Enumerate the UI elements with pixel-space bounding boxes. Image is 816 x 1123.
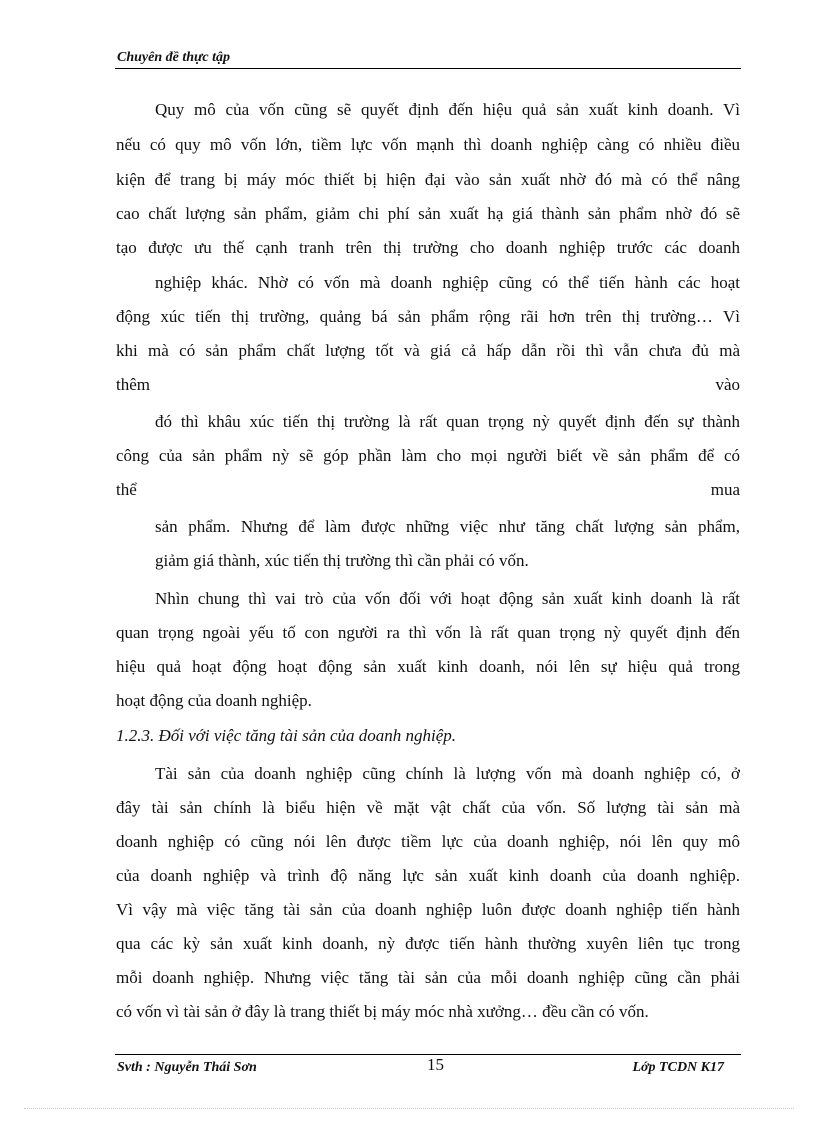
text-line: nghiệp khác. Nhờ có vốn mà doanh nghiệp cũng có thể tiến hành các hoạt [155,273,740,292]
text-line: Vì vậy mà việc tăng tài sản của doanh nghiệp luôn được doanh nghiệp tiến hành [116,900,740,919]
text-line: tạo được ưu thế cạnh tranh trên thị trường cho doanh nghiệp trước các doanh [116,238,740,257]
text-line: công của sản phẩm nỳ sẽ góp phần làm cho mọi người biết về sản phẩm để có [116,446,740,465]
text-line: mỗi doanh nghiệp. Nhưng việc tăng tài sản của mỗi doanh nghiệp cũng cần phải [116,968,740,987]
text-line: hiệu quả hoạt động hoạt động sản xuất kinh doanh, nói lên sự hiệu quả trong [116,657,740,676]
text-line: doanh nghiệp có cũng nói lên được tiềm lực của doanh nghiệp, nói lên quy mô [116,832,740,851]
page-header-title: Chuyên đề thực tập [117,50,231,65]
text-line: động xúc tiến thị trường, quảng bá sản phẩm rộng rãi hơn trên thị trường… Vì [116,307,740,326]
text-line: cao chất lượng sản phẩm, giảm chi phí sản xuất hạ giá thành sản phẩm nhờ đó sẽ [116,204,740,223]
text-word: mua [710,480,740,499]
text-line: giảm giá thành, xúc tiến thị trường thì cần phải có vốn. [155,551,529,570]
footer-author: Svth : Nguyễn Thái Sơn [117,1060,257,1075]
page-bottom-edge [24,1108,794,1109]
header-divider [115,68,741,69]
text-line: Nhìn chung thì vai trò của vốn đối với hoạt động sản xuất kinh doanh là rất [155,589,740,608]
text-line-split [116,478,740,502]
text-line: qua các kỳ sản xuất kinh doanh, nỳ được tiến hành thường xuyên liên tục trong [116,934,740,953]
text-line: kiện để trang bị máy móc thiết bị hiện đại vào sản xuất nhờ đó mà có thể nâng [116,170,740,189]
page-number: 15 [427,1055,444,1074]
text-word: vào [715,375,740,394]
text-line: sản phẩm. Nhưng để làm được những việc như tăng chất lượng sản phẩm, [155,517,740,536]
text-line: quan trọng ngoài yếu tố con người ra thì vốn là rất quan trọng nỳ quyết định đến [116,623,740,642]
text-line: Quy mô của vốn cũng sẽ quyết định đến hiệu quả sản xuất kinh doanh. Vì [155,100,740,119]
text-line: khi mà có sản phẩm chất lượng tốt và giá cả hấp dẫn rồi thì vẫn chưa đủ mà [116,341,740,360]
text-word: thêm [116,375,150,394]
section-heading: 1.2.3. Đối với việc tăng tài sản của doanh nghiệp. [116,726,457,745]
text-word: thể [116,480,137,499]
text-line: đó thì khâu xúc tiến thị trường là rất quan trọng nỳ quyết định đến sự thành [155,412,740,431]
footer-class: Lớp TCDN K17 [632,1060,724,1075]
text-line: nếu có quy mô vốn lớn, tiềm lực vốn mạnh thì doanh nghiệp càng có nhiều điều [116,135,740,154]
text-line: đây tài sản chính là biểu hiện về mặt vật chất của vốn. Số lượng tài sản mà [116,798,740,817]
text-line: hoạt động của doanh nghiệp. [116,691,312,710]
text-line: Tài sản của doanh nghiệp cũng chính là lượng vốn mà doanh nghiệp có, ở [155,764,740,783]
text-line: của doanh nghiệp và trình độ năng lực sản xuất kinh doanh của doanh nghiệp. [116,866,740,885]
text-line-split [116,373,740,397]
text-line: có vốn vì tài sản ở đây là trang thiết bị máy móc nhà xưởng… đều cần có vốn. [116,1002,649,1021]
